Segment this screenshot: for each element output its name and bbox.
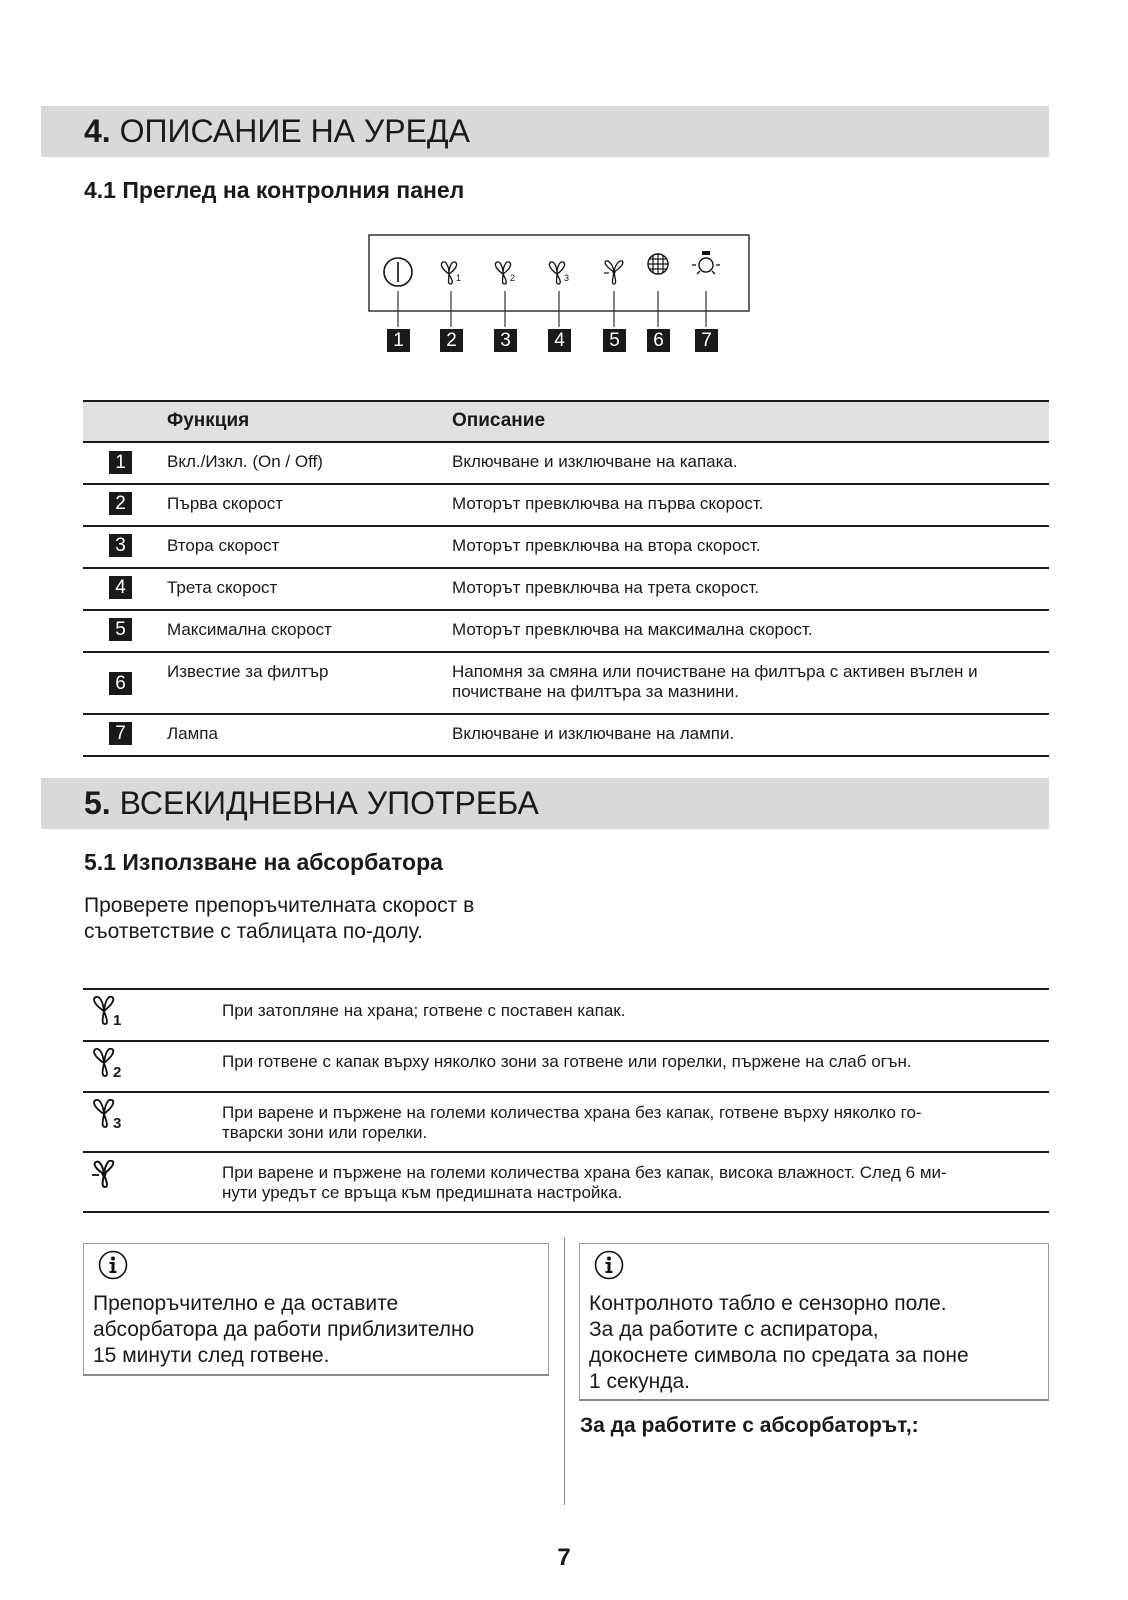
panel-number: 7 <box>695 329 718 352</box>
info-note-text <box>93 1291 474 1369</box>
speed-description-line: нути уредът се връща към предишната настройка. <box>222 1183 623 1202</box>
speed-description <box>222 1052 1022 1072</box>
section-5-1-subtitle: 5.1 Използване на абсорбатора <box>84 849 443 875</box>
intro-line: съответствие с таблицата по-долу. <box>84 920 423 943</box>
intro-paragraph <box>84 893 474 945</box>
table-bottom-rule <box>83 755 1049 757</box>
svg-text:2: 2 <box>510 273 516 283</box>
info-note-line: Контролното табло е сензорно поле. <box>589 1292 947 1315</box>
row-function: Втора скорост <box>167 536 280 555</box>
speed-description-line: При варене и пържене на големи количества храна без капак, висока влажност. След 6 ми- <box>222 1163 947 1182</box>
info-note-text <box>589 1291 969 1395</box>
section-4-title <box>84 106 470 157</box>
speed-subscript: 2 <box>113 1064 122 1081</box>
fan-speed-2-icon <box>495 262 515 284</box>
row-description: Напомня за смяна или почистване на филтъра с активен въглен и почистване на филтъра за мазнини. <box>452 662 978 701</box>
table-top-rule <box>83 400 1049 402</box>
row-description: Моторът превключва на втора скорост. <box>452 536 761 555</box>
section-4-title-text: ОПИСАНИЕ НА УРЕДА <box>119 113 470 149</box>
svg-text:1: 1 <box>456 273 462 283</box>
info-note-line: докоснете символа по средата за поне <box>589 1344 969 1367</box>
table-rule <box>83 567 1049 569</box>
column-divider <box>564 1237 565 1505</box>
speed-description-line: При готвене с капак върху няколко зони за готвене или горелки, пържене на слаб огън. <box>222 1052 912 1071</box>
table-rule <box>83 483 1049 485</box>
speed-description-line: При варене и пържене на големи количества храна без капак, готвене върху няколко го- <box>222 1103 922 1122</box>
row-number: 4 <box>109 576 132 599</box>
fan-max-icon <box>604 261 623 284</box>
panel-number: 5 <box>603 329 626 352</box>
table-rule <box>83 441 1049 443</box>
speed-description-line: При затопляне на храна; готвене с поставен капак. <box>222 1001 626 1020</box>
speed-subscript: 1 <box>113 1012 122 1029</box>
panel-number: 3 <box>494 329 517 352</box>
info-note-left <box>83 1243 549 1376</box>
row-number: 6 <box>109 672 132 695</box>
row-description: Включване и изключване на капака. <box>452 452 738 471</box>
info-note-line: абсорбатора да работи приблизително <box>93 1318 475 1341</box>
row-function: Максимална скорост <box>167 620 332 639</box>
row-description: Моторът превключва на трета скорост. <box>452 578 760 597</box>
speed-description <box>222 1103 1022 1143</box>
row-description: Включване и изключване на лампи. <box>452 724 735 743</box>
table-rule <box>83 609 1049 611</box>
row-function: Вкл./Изкл. (On / Off) <box>167 452 323 471</box>
filter-grid-icon <box>648 254 668 274</box>
row-number: 3 <box>109 534 132 557</box>
speed-description <box>222 1163 1022 1203</box>
svg-text:3: 3 <box>564 273 570 283</box>
speed-table-rule <box>83 1151 1049 1153</box>
row-number: 2 <box>109 492 132 515</box>
info-note-line: 15 минути след готвене. <box>93 1344 330 1367</box>
fan-speed-1-icon <box>441 262 461 284</box>
table-rule <box>83 651 1049 653</box>
row-function: Първа скорост <box>167 494 284 513</box>
section-5-title-text: ВСЕКИДНЕВНА УПОТРЕБА <box>119 785 539 821</box>
table-rule <box>83 525 1049 527</box>
panel-number: 2 <box>440 329 463 352</box>
row-function: Трета скорост <box>167 578 278 597</box>
lamp-icon <box>692 251 720 274</box>
row-function: Известие за филтър <box>167 662 329 681</box>
info-note-line: За да работите с аспиратора, <box>589 1318 879 1341</box>
info-icon <box>98 1250 128 1280</box>
speed-table-bottom-rule <box>83 1211 1049 1213</box>
page-number: 7 <box>557 1544 571 1571</box>
info-note-line: Препоръчително е да оставите <box>93 1292 399 1315</box>
speed-description <box>222 1001 1022 1021</box>
column-header-function: Функция <box>167 410 250 431</box>
section-4-number: 4. <box>84 113 111 149</box>
row-number: 5 <box>109 618 132 641</box>
speed-table-top-rule <box>83 988 1049 990</box>
speed-subscript: 3 <box>113 1115 122 1132</box>
info-note-right <box>579 1243 1049 1401</box>
speed-table-rule <box>83 1040 1049 1042</box>
intro-line: Проверете препоръчителната скорост в <box>84 894 475 917</box>
section-4-1-subtitle: 4.1 Преглед на контролния панел <box>84 177 465 203</box>
row-number: 1 <box>109 451 132 474</box>
panel-number: 6 <box>647 329 670 352</box>
info-note-line: 1 секунда. <box>589 1370 690 1393</box>
row-description: Моторът превключва на първа скорост. <box>452 494 764 513</box>
section-5-title <box>84 778 539 829</box>
row-description: Моторът превключва на максимална скорост. <box>452 620 813 639</box>
section-5-number: 5. <box>84 785 111 821</box>
speed-table-rule <box>83 1091 1049 1093</box>
speed-description-line: тварски зони или горелки. <box>222 1123 428 1142</box>
power-icon <box>384 258 412 286</box>
row-function: Лампа <box>167 724 218 743</box>
panel-number: 4 <box>548 329 571 352</box>
fan-speed-3-icon <box>549 262 569 284</box>
panel-number: 1 <box>387 329 410 352</box>
operating-instructions-heading: За да работите с абсорбаторът,: <box>580 1414 919 1437</box>
fan-max-icon <box>90 1160 122 1192</box>
table-rule <box>83 713 1049 715</box>
row-number: 7 <box>109 722 132 745</box>
info-icon <box>594 1250 624 1280</box>
column-header-description: Описание <box>452 410 546 431</box>
